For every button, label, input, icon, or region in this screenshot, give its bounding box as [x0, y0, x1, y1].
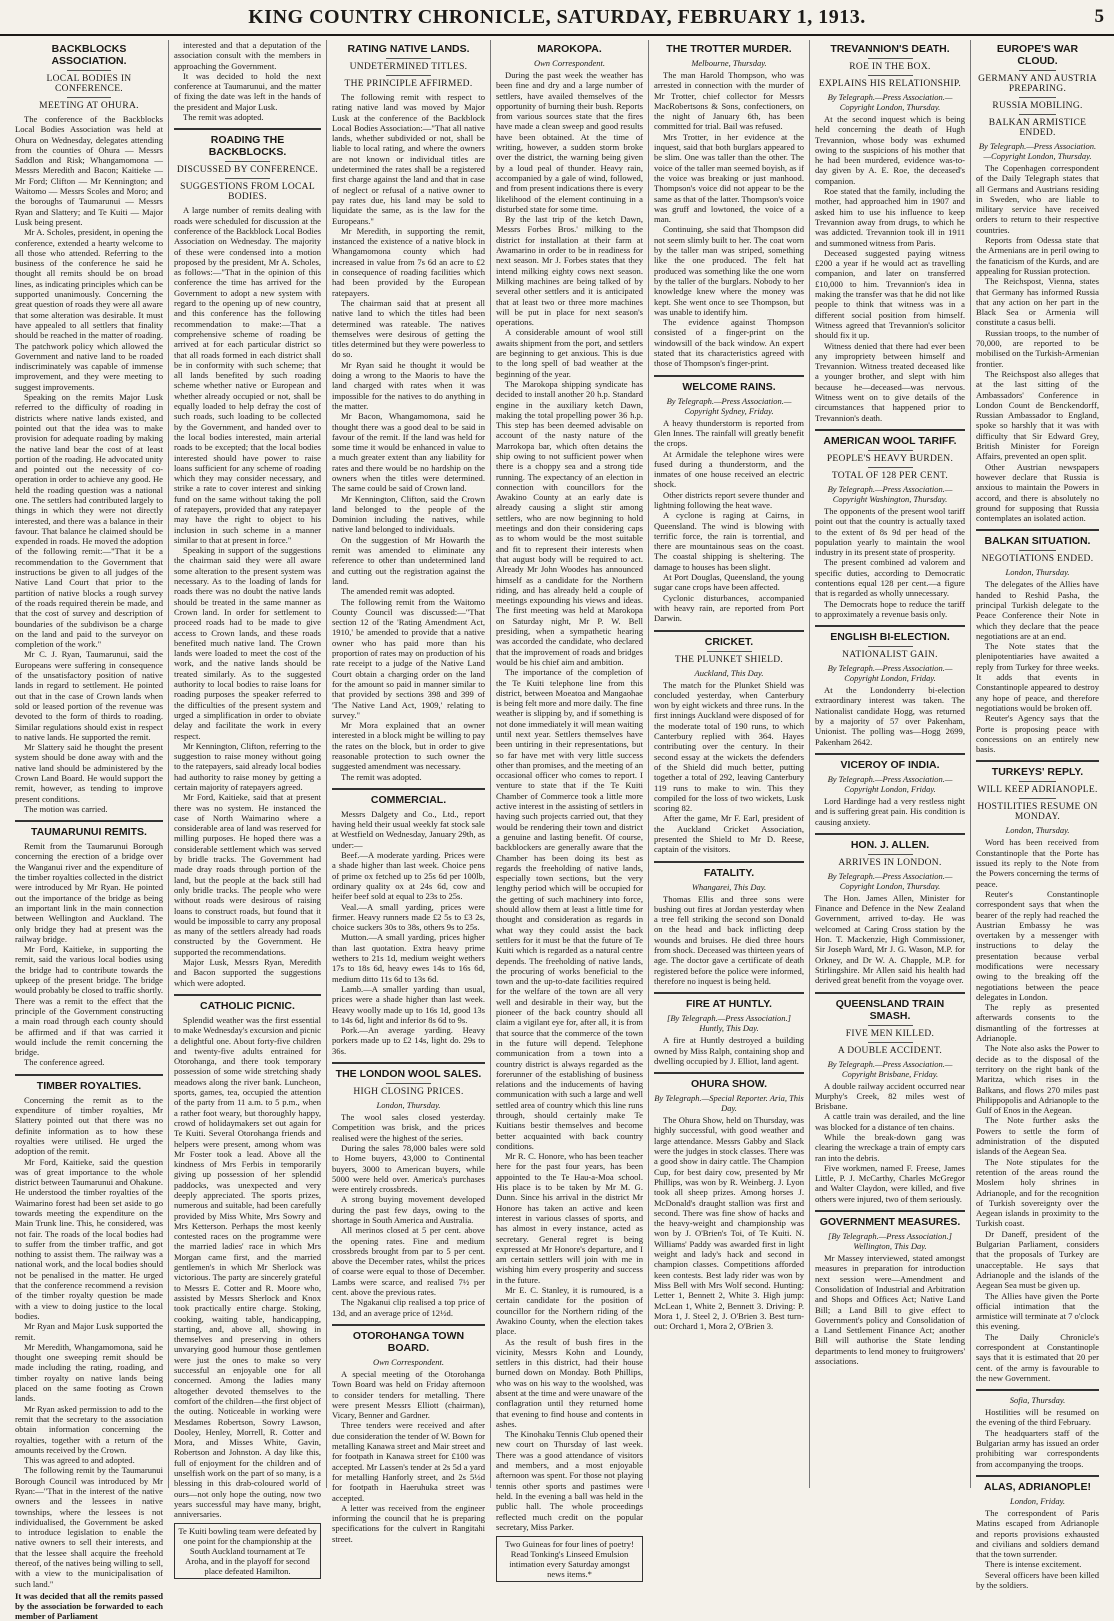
article-headline: THE TROTTER MURDER.	[666, 43, 792, 55]
article-dateline: By Telegraph.—Press Association.—Copyright London, Thursday.	[978, 141, 1097, 161]
article-subheading: DISCUSSED BY CONFERENCE.	[176, 165, 319, 176]
divider	[67, 70, 111, 71]
article-paragraph: Mutton.—A small yarding, prices higher than last quotation. Extra heavy prime wethers to 21s 1d, medium weight wethers 17s to 18s 6d, heavy ewes 14s to 16s 6d, medium ditto 11s 6d to 13s 6d.	[332, 932, 485, 984]
article	[976, 43, 1099, 523]
article-body	[174, 1015, 321, 1520]
article-paragraph: The Reichspost also alleges that at the last sitting of the Ambassadors' Conference in London Count de Benckendorff, Russian Ambassador to England, spoke so harshly that it was with difficulty that Sir Edward Grey, British Minister for Foreign Affairs, prevented an open split.	[976, 368, 1099, 462]
article-paragraph: At Port Douglas, Queensland, the young sugar cane crops have been affected.	[654, 572, 804, 593]
article-paragraph: Major Lusk, Messrs Ryan, Meredith and Bacon supported the suggestions which were adopted.	[174, 957, 321, 988]
column-5	[648, 40, 809, 1488]
article	[815, 839, 965, 986]
article-paragraph: The wool sales closed yesterday. Competition was brisk, and the prices realised were the highest of the series.	[332, 1112, 485, 1143]
article	[654, 1078, 804, 1331]
article-paragraph: The conference agreed.	[24, 1057, 105, 1068]
article-body	[15, 1095, 163, 1589]
boxed-notice: Two Guineas for four lines of poetry! Read Tonking's Linseed Emulsion intimation every Saturday amongst news items.*	[496, 1536, 643, 1582]
article-body	[654, 1035, 804, 1066]
article-paragraph: The match for the Plunket Shield was concluded yesterday, when Canterbury won by eight wickets and three runs. In the first innings Auckland were disposed of for the moderate total of 190 runs, to which Canterbury replied with 364. Hayes contributing over the century. In their second essay at the wickets the defenders of the Shield did much better, putting together a total of 292, leaving Canterbury 119 runs to make to win. This they compiled for the loss of two wickets, Lusk scoring 82.	[654, 679, 804, 814]
article-dateline: London, Thursday.	[376, 1100, 441, 1111]
article-dateline: By Telegraph.—Press Association.—Copyright Sydney, Friday.	[666, 395, 792, 416]
article-dateline: Melbourne, Thursday.	[691, 58, 767, 68]
article-separator	[15, 1074, 163, 1076]
article	[654, 636, 804, 855]
article-paragraph: Mr Mora explained that an owner interested in a block might be willing to pay the rates on the block, but in order to give reasonable protection to such owner the suggested amendment was necessary.	[332, 720, 485, 772]
article	[654, 381, 804, 624]
article-paragraph: Veal.—A small yarding, prices were firmer. Heavy runners made £2 5s to £3 2s, choice suckers 30s to 38s, others 9s to 25s.	[332, 901, 485, 933]
article	[15, 43, 163, 814]
article-paragraph: The Ngakanui clip realised a top price of 13d, and an average price of 12½d.	[332, 1297, 485, 1318]
article-paragraph: A considerable amount of wool still awaits shipment from the port, and settlers are beginning to get anxious. This is due to the long spell of bad weather at the beginning of the year.	[496, 327, 643, 379]
column-7	[970, 40, 1104, 1591]
article-body	[654, 418, 804, 624]
article-body	[976, 579, 1099, 754]
article-body	[815, 893, 965, 986]
article-paragraph: The chairman said that at present all native land to which the titles had been determined was rateable. The natives themselves were desirous of getting the titles determined but they were powerless to do so.	[332, 297, 485, 360]
article-headline: THE LONDON WOOL SALES.	[335, 1068, 482, 1081]
article	[15, 1080, 163, 1621]
article-body	[174, 205, 321, 988]
column-6	[809, 40, 970, 1488]
article-subheading: TOTAL OF 128 PER CENT.	[831, 470, 949, 481]
article-body	[815, 685, 965, 747]
article-paragraph: Word has been received from Constantinople that the Porte has issued its reply to the Note from the Powers concerning the terms of peace.	[976, 837, 1099, 889]
divider	[868, 450, 913, 451]
article-body	[15, 114, 163, 814]
article-subheading: ARRIVES IN LONDON.	[838, 857, 942, 868]
article	[332, 1330, 485, 1544]
article-headline: OHURA SHOW.	[690, 1078, 768, 1091]
divider	[868, 854, 913, 855]
article-paragraph: Mr Kennington, Clifton, said the Crown land belonged to the people of the Dominion including the natives, while native land belonged to individuals.	[332, 493, 485, 535]
article-paragraph: While the break-down gang was clearing the wreckage a train of empty cars ran into the debris.	[815, 1132, 965, 1163]
article-paragraph: The Allies have given the Porte official intimation that the armistice will terminate at 7 o'clock this evening.	[976, 1290, 1100, 1332]
article-paragraph: Roe stated that the family, including the mother, had approached him in 1907 and asked him to use his influence to keep Trevannion away from drugs, to which he was addicted. Trevannion took ill in 1911 and summoned witness from Paris.	[815, 186, 965, 248]
article-paragraph: The following remit from the Waitomo County Council was discussed:—"That section 12 of the 'Rating Amendment Act, 1910,' be amended to provide that a native owner who has paid more than his proportion of rates may on production of his rate receipt to a judge of the Native Land Court obtain a charging order on the land for the amount so paid in manner similar to that provided by sections 398 and 399 of 'The Native Land Act, 1909,' relating to survey."	[332, 596, 485, 720]
article-paragraph: Reports from Odessa state that the Armenians are in peril owing to the fanaticism of the Kurds, and are appealing for Russian protection.	[976, 235, 1099, 276]
article-subheading: BALKAN ARMISTICE ENDED.	[988, 118, 1087, 138]
article-paragraph: During the past week the weather has been fine and dry and a large number of settlers, have availed themselves of the opportunity of burning their bush. Reports from various sources state that the fires have made a clean sweep and good results have been obtained. At the time of writing, however, a sudden storm broke over the district, the warning being given by a loud peal of thunder. Heavy rain, accompanied by a gale of wind, followed, and from present indications there is every likelihood of the element continuing in a disturbed state for some time.	[496, 70, 643, 214]
article-dateline: By Telegraph.—Press Association.—Copyright London, Friday.	[827, 663, 953, 684]
article-paragraph: The man Harold Thompson, who was arrested in connection with the murder of Mr Trotter, chief collector for Messrs MacRobertsons & Sons, confectioners, on the night of January 6th, has been committed for trial. Bail was refused.	[654, 70, 804, 132]
divider	[1019, 97, 1056, 98]
article-paragraph: Speaking in support of the suggestions the chairman said they were all aware some alteration to the present system was necessary. As to the loading of lands for roads there was no doubt the native lands should be treated in the same manner as Crown land. In order for settlement to proceed roads had to be made to give access to Crown lands, and these roads benefited much native land. The Crown lands were loaded to meet the cost of the work, and the native lands should be treated similarly. As to the suggested authority to local bodies to raise loans for roading purposes the speaker referred to the difficulties of the present system and urged a simplification in order to obviate delay and facilitate the work in every respect.	[174, 545, 321, 741]
article-paragraph: A cattle train was derailed, and the line was blocked for a distance of ten chains.	[815, 1111, 965, 1132]
article-separator	[815, 992, 965, 994]
masthead	[0, 6, 1114, 36]
article-paragraph: A fire at Huntly destroyed a building owned by Miss Ralph, containing shop and dwelling occupied by J. Elliot, land agent.	[654, 1035, 804, 1066]
article-paragraph: Mr Ford, Kaitieke, said the question was of great importance to the whole district between Taumarunui and Ohakune. He understood the timber royalties of the Waimarino forest had been set aside to go towards meeting the expenditure on the Main Trunk line. This, he considered, was not fair. The roads of the local bodies had to suffer from the timber traffic, and got nothing to assist them. The railway was a national work, and the local bodies should not be penalised in the matter. He urged that the conference recommend a revision of the timber royalty question be made with a view to doing justice to the local bodies.	[15, 1156, 163, 1321]
divider	[1019, 798, 1056, 799]
article-dateline: London, Friday.	[1009, 1495, 1066, 1506]
divider	[225, 178, 269, 179]
article-body	[654, 70, 804, 369]
article-paragraph: Mr Meredith, in supporting the remit, instanced the existence of a native block in Whangamomona county which had increased in value from 7s 6d an acre to £2 in consequence of roading facilities which had been provided by the European ratepayers.	[332, 225, 485, 298]
article-paragraph: Several officers have been killed by the soldiers.	[976, 1569, 1099, 1591]
article	[976, 1481, 1099, 1590]
article-subheading: GERMANY AND AUSTRIA PREPARING.	[978, 74, 1097, 94]
article-body	[815, 796, 965, 827]
article-paragraph: Speaking on the remits Major Lusk referred to the difficulty of roading in districts where native lands existed, and pointed out that the idea was to make provision for adequate roading by making the native land bear the cost of at least portion of the roading. He advocated unity and pointed out the necessity of co-operation in order to achieve any good. He held the roading question was a national one. The settlers had contributed largely to things in which they were not directly interested, and there was a balance in their favour. That balance he claimed should be expended in roads. He moved the adoption of the following remit:—"That it be a recommendation to the Government that instructions be given to all judges of the Native Land Court that prior to the partition of native blocks a rough survey of the roads required therein be made, and that the cost of survey and description of boundaries of the subdivison be a charge on the land and paid to the surveyor on completion of the work."	[15, 392, 163, 650]
article-paragraph: The Note states that the plenipotentiaries have awaited a reply from Turkey for three weeks. It adds that events in Constantinople appeared to destroy any hope of peace, and therefore negotiations would be broken off.	[976, 641, 1099, 713]
article-subheading: THE PLUNKET SHIELD.	[674, 654, 784, 665]
article-headline: CATHOLIC PICNIC.	[200, 999, 295, 1012]
article-headline: CRICKET.	[704, 635, 754, 648]
article-headline: OTOROHANGA TOWN BOARD.	[352, 1329, 465, 1354]
article-paragraph: Mr Kennington, Clifton, referring to the suggestion to raise money without going to the ratepayers, said already local bodies had authority to raise money by getting a certain majority of ratepayers agreed.	[174, 740, 321, 792]
article-separator	[976, 529, 1099, 531]
article-paragraph: It was decided to hold the next conference at Taumarunui, and the matter of fixing the date was left in the hands of the president and Major Lusk.	[174, 70, 321, 112]
article-headline: HON. J. ALLEN.	[850, 838, 930, 851]
article-headline: COMMERCIAL.	[370, 793, 447, 806]
article	[654, 998, 804, 1066]
article-paragraph: Mr Ford, Kaitieke, said that at present there was no system. He instanced the case of North Waimarino where a considerable area of land was reserved for milling purposes. He hoped there was a considerable settlement which was served by bridle tracks. The Government had made dray roads through portion of the land, but the people at the back still had only bridle tracks. The people who were without roads were desirous of raising loans to construct roads, but found that it would be impossible to carry any proposal as many of the settlers already had roads constructed by the Government. He supported the recommendations.	[174, 792, 321, 957]
article-paragraph: The present combined ad valorem and specific duties, according to Democratic contentions equal 128 per cent.—a figure that is regarded as wholly unnecessary.	[815, 557, 965, 599]
article-dateline: By Telegraph.—Press Association.—Copyright London, Thursday.	[827, 870, 953, 891]
article-paragraph: After the game, Mr F. Earl, president of the Auckland Cricket Association, presented the Shield to Mr D. Reese, captain of the visitors.	[654, 813, 804, 855]
article-subheading: WILL KEEP ADRIANOPLE.	[977, 785, 1098, 796]
article-paragraph: Russian troops, to the number of 70,000, are reported to be mobilised on the Turkish-Armenian frontier.	[976, 327, 1099, 369]
article-headline: RATING NATIVE LANDS.	[347, 43, 470, 55]
column-3	[326, 40, 490, 1544]
article-separator	[976, 1389, 1099, 1391]
article-dateline: Auckland, This Day.	[694, 667, 764, 678]
article	[496, 43, 643, 1582]
article-dateline: [By Telegraph.—Press Association.] Huntly, This Day.	[667, 1013, 791, 1034]
article-dateline: London, Thursday.	[1005, 567, 1070, 578]
article-body	[815, 114, 965, 423]
column-1	[10, 40, 168, 1621]
article-paragraph: Reuter's Agency says that the Porte is proposing peace with concessions on an entirely new basis.	[976, 713, 1099, 755]
article-body	[815, 1081, 965, 1205]
article-paragraph: Hostilities will be resumed on the evening of the third February.	[976, 1407, 1099, 1428]
article	[174, 40, 321, 122]
article	[976, 1395, 1099, 1469]
article-paragraph: Mr Slattery said he thought the present system should be done away with and the native land should be administered by the Crown Land Board. He would support the remit, however, as tending to improve present conditions.	[15, 742, 163, 804]
article	[15, 826, 163, 1068]
article-paragraph: The remit was adopted.	[183, 112, 264, 123]
article-headline: BACKBLOCKS ASSOCIATION.	[51, 43, 127, 67]
article-paragraph: Lamb.—A smaller yarding than usual, prices were a shade higher than last week. Heavy woolly made up to 16s 1d, good 13s to 14s 6d, light and inferior 8s 6d to 9s.	[332, 983, 485, 1025]
article-headline: FIRE AT HUNTLY.	[686, 998, 772, 1011]
article-paragraph: At the second inquest which is being held concerning the death of Hugh Trevannion, whose body was exhumed owing to the suspicions of his mother that he had been murdered, evidence was-to-day given by A. E. Roe, the deceased's companion.	[815, 114, 965, 186]
article-body	[654, 680, 804, 855]
article-separator	[815, 429, 965, 431]
article	[815, 631, 965, 747]
article-paragraph: Witness denied that there had ever been any impropriety between himself and Trevannion. Witness treated deceased like a younger brother, and slept with him because he—deceased—was nervous. Witness went on to give details of the circumstances that happened prior to Trevannion's death.	[815, 340, 965, 423]
article-paragraph: This was agreed to and adopted.	[24, 1455, 135, 1466]
article-body	[976, 163, 1099, 523]
article	[815, 1216, 965, 1366]
article-separator	[654, 1072, 804, 1074]
article-dateline: London, Thursday.	[1005, 825, 1070, 836]
article-paragraph: By the last trip of the ketch Dawn, Messrs Forbes Bros.' milking to the district for installation at their farm at Awamarino in order to be in readiness for next season. Mr J. Forbes states that they intend milking eighty cows next season. Milking machines are being talked of by several other settlers and it is anticipated that at least two or three more machines will be put in place for next season's operations.	[496, 214, 643, 328]
article-headline: VICEROY OF INDIA.	[840, 758, 940, 771]
divider	[868, 58, 913, 59]
article-paragraph: A double railway accident occurred near Murphy's Creek, 82 miles west of Brisbane.	[815, 1080, 965, 1112]
article-body	[815, 506, 965, 619]
article-paragraph: The amended remit was adopted.	[341, 586, 455, 597]
article-headline: GOVERNMENT MEASURES.	[819, 1216, 961, 1229]
divider	[868, 75, 913, 76]
article-paragraph: The correspondent of Paris Matins escaped from Adrianople and reports provisions exhausted and civilians and soldiers demand that the town surrender.	[976, 1507, 1099, 1560]
article-paragraph: Mr E. C. Stanley, it is rumoured, is a certain candidate for the position of councillor for the Northern riding of the Awakino County, when the election takes place.	[496, 1285, 643, 1337]
article-body	[815, 1253, 965, 1366]
article-headline: QUEENSLAND TRAIN SMASH.	[835, 997, 945, 1022]
article-paragraph: Concerning the remit as to the expenditure of timber royalties, Mr Slattery pointed out that there was no definite information as to how these royalties were utilised. He urged the adoption of the remit.	[15, 1094, 163, 1157]
article-paragraph: All merinos closed at 5 per cent. above the opening rates. Fine and medium crossbreds brought from par to 5 per cent. above the December rates, whilst the prices of coarse were equal to those of December. Lambs were scarce, and realised 7½ per cent. above the previous rates.	[332, 1225, 485, 1298]
article-paragraph: Mr Bacon, Whangamomona, said he thought there was a good deal to be said in favour of the remit. If the land was held for some time it would be enhanced in value to a much greater extent than any liability for rates and there would be no hardship on the owners when the titles were determined. The same could be said of Crown land.	[332, 411, 485, 494]
article-subheading: PEOPLE'S HEAVY BURDEN.	[826, 453, 954, 464]
article-paragraph: The opponents of the present wool tariff point out that the country is actually taxed to the extent of 8s 9d per head of the population yearly to maintain the wool industry in its present state of prosperity.	[815, 505, 965, 558]
article-paragraph: The Reichspost, Vienna, states that Germany has informed Russia that any action on her part in the Black Sea or Armenia will constitute a casus belli.	[976, 276, 1099, 328]
article-paragraph: Beef.—A moderate yarding. Prices were a shade higher than last week. Choice pens of prime ox fetched up to 25s 6d per 100lb, ordinary quality ox at 24s 6d, cow and heifer beef sold at equal to 23s to 25s.	[332, 850, 485, 902]
article-paragraph: A large number of remits dealing with roads were scheduled for discussion at the conference of the Backblock Local Bodies Association on Wednesday. The majority of these were condensed into a motion proposed by the president, Mr A. Scholes, as follows:—"That in the opinion of this conference the time has arrived for the Government to adopt a new system with regard to the opening up of new country, and this conference has the following recommendation to make:—That a comprehensive scheme of roading be arrived at for each particular district so that all roads formed in each district shall be in conformity with such scheme; that all lands benefited by such roading scheme whether native or European and whether already occupied or not, shall be equally loaded to help defray the cost of such roads, such loading to be collected by the Government, and handed over to the local bodies interested, main arterial roads to be excepted; that the local bodies interested should have power to raise loans sufficient for any scheme of roading which they may consider necessary, and strike a rate to cover interest and sinking fund on the same without taking the poll of ratepayers, provided that any ratepayer may have the right to object to his inclusion in such scheme in a manner similar to that at present in force."	[174, 205, 321, 545]
article-subheading: HIGH CLOSING PRICES.	[353, 1087, 464, 1098]
divider	[386, 58, 432, 59]
article-body	[332, 92, 485, 782]
article-separator	[15, 820, 163, 822]
divider	[225, 161, 269, 162]
divider	[707, 651, 752, 652]
article-body	[976, 837, 1099, 1383]
article-subheading: A DOUBLE ACCIDENT.	[837, 1045, 943, 1056]
newspaper-title: KING COUNTRY CHRONICLE, SATURDAY, FEBRUARY 1, 1913.	[248, 6, 866, 28]
article	[815, 43, 965, 423]
article-paragraph: Mr Ryan asked permission to add to the remit that the secretary to the association obtain information concerning the royalties, together with a return of the amounts received by the Crown.	[15, 1403, 163, 1455]
article-dateline: By Telegraph.—Press Association.—Copyright London, Thursday.	[827, 92, 953, 112]
article-subheading: MEETING AT OHURA.	[39, 101, 139, 111]
article-paragraph: Mr Massey interviewed, stated amongst measures in preparation for introduction next session were—Amendment and Consolidation of Industrial and Arbitration and Shops and Offices Act; Native Land Bill; a Land Bill to give effect to Government's policy and Consolidation of a Land Settlement Finance Act; another Bill will authorise the State lending departments to lend money to fruitgrowers' associations.	[815, 1253, 965, 1367]
article-paragraph: Deceased suggested paying witness £200 a year if he would act as travelling companion, and later on transferred £10,000 to him. Trevannion's idea in making the transfer was that he did not like people to think that witness was in a different social position from himself. Witness agreed that Trevannion's solicitor should fix it up.	[815, 247, 965, 341]
article-dateline: Own Correspondent.	[373, 1356, 444, 1367]
article-paragraph: Mrs Trotter, in her evidence at the inquest, said that both burglars appeared to be slim. One was taller than the other. The voice of the taller man seemed boyish, as if the voice was breaking or just manhood. Thompson's voice did not appear to be the same as that of the latter. Thompson's voice was gruff and lowtoned, the voice of a man.	[654, 131, 804, 225]
article-paragraph: Three tenders were received and after due consideration the tender of W. Bown for metalling Kanawa street and Mair street and for footpath in Kanawa street for £100 was accepted. Mr Lassen's tender at 2s 5d a yard for metalling Hanforly street, and 2s 5½d for footpath in Haeruhuka street was accepted.	[332, 1420, 485, 1503]
article	[815, 998, 965, 1205]
article-dateline: By Telegraph.—Press Association.—Copyright London, Friday.	[827, 773, 953, 794]
article-headline: BALKAN SITUATION.	[984, 535, 1091, 548]
article-headline: TAUMARUNUI REMITS.	[31, 826, 147, 839]
article-subheading: SUGGESTIONS FROM LOCAL BODIES.	[180, 182, 315, 203]
article-paragraph: The Hon. James Allen, Minister for Finance and Defence in the New Zealand Government, arrived to-day. He was welcomed at Caring Cross station by the Hon. T. Mackenzie, High Commissioner, Sir Joseph Ward, Mr J. G. Wason, M.P. for Orkney, and Dr W. A. Chapple, M.P. for Stirlingshire. Mr Allen said his health had derived great benefit from the voyage over.	[815, 892, 965, 986]
article-paragraph: The importance of the completion of the Te Kuiti telephone line from this district, between Moeatoa and Mangaohae is being felt more and more daily. The fine weather is slipping by, and if something is not done immediately it will mean waiting until next year. Settlers themselves have been untiring in their representations, but so far have met with very little success other than promises, and the meeting of an occasional officer who comes to report. I venture to state that if the Te Kuiti Chamber of Commerce took a little more active interest in the assisting of settlers in having such projects carried out, that they would be rendering their town and district a genuine and lasting benefit. Of course, backblockers are generally aware that the Chamber has been doing its best as regards the freeholding of native lands, especially town sections, but the very lengthy period which will be occupied for the getting of such machinery into force, should allow them at least a little time for thought and consideration as regards in what way they could assist the back settlers for it must be that the future of Te Kuiti which is regarded as a natural centre depends. The freeholding of native lands, the procuring of works beneficial to the town and the up-to-date facilities required for the welfare of the town are all very well and desirable in their way, but the pioneer of the back country should all claim a vigilant eye for, after all, it is from that source that the commerce of the town in the future will depend. Telephone communication from a town into a country district is always regarded as the forerunner of the establishing of business relations and the inducements of having communication with such a large and well settled area of country which this line runs through, should certainly make Te Kuitians bestir themselves and become better acquainted with back country conditions.	[496, 667, 643, 1151]
divider	[868, 467, 913, 468]
article-separator	[976, 760, 1099, 762]
article-separator	[332, 788, 485, 790]
divider	[1019, 70, 1056, 71]
article-separator	[654, 630, 804, 632]
article-paragraph: As the result of bush fires in the vicinity, Messrs Kohn and Loundy, settlers in this district, had their house burned down on Monday. Both Phillips, who was on his way to the woolshed, was absent at the time and were unaware of the conflagration until they returned home that evening to find house and contents in ashes.	[496, 1336, 643, 1429]
article-paragraph: Pork.—An average yarding. Heavy porkers made up to £2 14s, light do. 29s to 36s.	[332, 1025, 485, 1056]
article-paragraph: Five workmen, named F. Freese, James Little, P. J. McCarthy, Charles McGregor and Walter Claydon, were killed, and five others were injured, two of them seriously.	[815, 1162, 965, 1204]
divider	[1019, 114, 1056, 115]
article-separator	[654, 375, 804, 377]
article-separator	[815, 1210, 965, 1212]
article-body	[976, 1407, 1099, 1469]
article-paragraph: The following remit by the Taumarunui Borough Council was introduced by Mr Ryan:—"That in the interest of the native owners and the lessees in native townships, where the lessees is not individualised, the Government be asked to introduce legislation to enable the native owners to sell their interests, and that the lessee shall acquire the freehold thereof, of the natives being willing to sell, with a view to the municipalisation of such land."	[15, 1465, 163, 1589]
article	[976, 766, 1099, 1383]
article-separator	[174, 994, 321, 996]
article-headline: FATALITY.	[703, 866, 755, 879]
article-paragraph: The reply as presented afterwards consents to the dismantling of the fortresses at Adrianople.	[976, 1002, 1099, 1044]
article-headline: WELCOME RAINS.	[682, 380, 776, 393]
article-paragraph: interested and that a deputation of the association consult with the members in approaching the Government.	[174, 40, 321, 71]
article-separator	[332, 1062, 485, 1064]
article-paragraph: Mr C. J. Ryan, Taumarunui, said the Europeans were suffering in consequence of the unsatisfactory position of native lands in regard to settlement. He pointed out that in the case of Crown lands when sold or leased portion of the revenue was devoted to the form of thirds to roading. Similar regulations should exist in respect to native lands. He supported the remit.	[15, 649, 163, 742]
article	[332, 794, 485, 1056]
article-subheading: NEGOTIATIONS ENDED.	[981, 554, 1094, 565]
article-paragraph: At the Londonderry bi-election extraordinary interest was taken. The Nationalist candidate Hogg, was returned by a majority of 57 over Pakenham, Unionist. The polling was—Hogg 2699, Pakenham 2642.	[815, 685, 965, 747]
article-paragraph: Mr Meredith, Whangamomona, said he thought one sweeping remit should be made including the rating, roading, and timber royalty on native lands being placed on the same footing as Crown lands.	[15, 1341, 163, 1404]
article-subheading: HOSTILITIES RESUME ON MONDAY.	[977, 802, 1098, 823]
article-body	[332, 1369, 485, 1544]
article-paragraph: A letter was received from the engineer informing the council that he is preparing specifications for the culvert in Rangitahi street.	[332, 1502, 485, 1544]
article-separator	[815, 625, 965, 627]
article-headline: ROADING THE BACKBLOCKS.	[208, 134, 287, 159]
article-paragraph: A special meeting of the Otorohanga Town Board was held on Friday afternoon to consider tenders for metalling. There were present Messrs Elliott (chairman), Vicary, Benner and Gardner.	[332, 1368, 485, 1421]
article-headline: TIMBER ROYALTIES.	[36, 1079, 142, 1092]
article-paragraph: Cyclonic disturbances, accompanied with heavy rain, are reported from Port Darwin.	[654, 592, 804, 624]
article-separator	[654, 992, 804, 994]
article-body	[976, 1508, 1099, 1590]
article-paragraph: Lord Hardinge had a very restless night and is suffering great pain. His condition is causing anxiety.	[815, 795, 965, 827]
article-separator	[815, 833, 965, 835]
article-body	[654, 1115, 804, 1331]
article-paragraph: The remit was adopted.	[341, 771, 422, 782]
article-paragraph: Mr A. Scholes, president, in opening the conference, extended a hearty welcome to all those who attended. Referring to the business of the conference he said he thought all remits should be on broad lines, as indicating principles which can be supported unanimously. Concerning the great question of roads they were all aware that some alteration was desirable. It must have appealed to all settlers that finality should be reached in the matter of roading. The patchwork policy which allowed the Government and native land to be roaded indiscriminately was capable of immense improvement, and they were meeting to suggest improvements.	[15, 227, 163, 392]
closing-paragraph: It was decided that all the remits passed by the association be forwarded to each member of Parliament	[15, 1590, 163, 1621]
article-body	[174, 40, 321, 122]
article	[174, 134, 321, 988]
article-paragraph: During the sales 78,000 bales were sold to Home buyers, 43,000 to Continental buyers, 3000 to American buyers, while 5000 were held over. America's purchases were entirely crossbreds.	[332, 1142, 485, 1195]
article-paragraph: The delegates of the Allies have handed to Reshid Pasha, the principal Turkish delegate to the Peace Conference their Note in which they declare that the peace negotiations are at an end.	[976, 579, 1099, 641]
article-paragraph: The evidence against Thompson consisted of a finger-print on the windowsill of the back window. An expert stated that its characteristics agreed with those of Thompson's finger-print.	[654, 317, 804, 369]
article-paragraph: Continuing, she said that Thompson did not seem slimly built to her. The coat worn by the taller man was striped, something like the one produced. The felt hat produced was something like the one worn by the taller of the burglars. Nobody to her knowledge knew where the money was kept. She went once to see Thompson, but was unable to identify him.	[654, 224, 804, 317]
article-dateline: By Telegraph.—Press Association.—Copyright Washington, Thursday.	[827, 483, 953, 504]
article-separator	[976, 1475, 1099, 1477]
article-subheading: FIVE MEN KILLED.	[845, 1028, 935, 1039]
article-headline: EUROPE'S WAR CLOUD.	[996, 43, 1079, 67]
article-separator	[654, 861, 804, 863]
article-headline: ENGLISH BI-ELECTION.	[830, 631, 950, 644]
article-paragraph: A cyclone is raging at Cairns, in Queensland. The wind is blowing with terrific force, the rain is torrential, and there are mountainous seas on the coast. The coastal shipping is sheltering. The damage to houses has been slight.	[654, 510, 804, 572]
article-headline: MAROKOPA.	[537, 43, 602, 55]
article-body	[332, 1112, 485, 1318]
article-paragraph: The Note stipulates for the retention of the areas round the Moslem holy shrines in Adrianople, and for the recognition of Turkish sovereignty over the Aegean islands in proximity to the Turkish coast.	[976, 1156, 1099, 1229]
article-paragraph: The headquarters staff of the Bulgarian army has issued an order prohibiting war correspondents from accompanying the troops.	[976, 1427, 1099, 1469]
article-paragraph: A strong buying movement developed during the past few days, owing to the shortage in South America and Australia.	[332, 1194, 485, 1225]
article-paragraph: The Note further asks the Powers to settle the form of administration of the disputed islands of the Aegean Sea.	[976, 1115, 1099, 1157]
article-paragraph: Other districts report severe thunder and lightning following the heat wave.	[654, 489, 804, 510]
article-body	[654, 894, 804, 987]
article-headline: TREVANNION'S DEATH.	[830, 43, 950, 55]
article-headline: ALAS, ADRIANOPLE!	[984, 1480, 1091, 1493]
article-separator	[332, 1324, 485, 1326]
article-paragraph: At Armidale the telephone wires were fused during a thunderstorm, and the inmates of one house received an electric shock.	[654, 448, 804, 490]
article-paragraph: There is intense excitement.	[985, 1559, 1082, 1570]
article	[174, 1000, 321, 1580]
article-dateline: [By Telegraph.—Press Association.] Wellington, This Day.	[828, 1231, 952, 1252]
article-paragraph: Splendid weather was the first essential to make Wednesday's excursion and picnic a delightful one. About forty-five children and twenty-five adults entrained for Otorohanga, and there took temporary possession of some wide stretching shady meadows along the river bank. Luncheon, sports, games, tea, occupied the attention of the party from 11 a.m. to 5 p.m., when a rather foot weary, but thoroughly happy, crowd of holidaymakers set out again for Te Kuiti. Several Otorohanga friends and helpers were present, among whom was Mr Foster took a lead. Above all the kindness of Mrs Ferbis in temporarily giving up possession of her splendid paddocks, was unexpected and very deeply appreciated. The sports prizes, numerous and suitable, had been carefully provided by Miss White, Mrs Sowry and Mrs Ketterson. Perhaps the most keenly contested races on the programme were the married ladies' race in which Mrs Morgan came first, and the married gentlemen's in which Mr Sherlock was victorious. The party are sincerely grateful to Messrs E. Cotter and R. Moore who, assisted by Messrs Sherlock and Knox took practically entire charge. Stoking, cooking, waiting table, handicapping, starting, and, above all, showing in themselves and preserving in others unvarying good humour those gentlemen were just the ones to make so very successful an enjoyable one for all concerned. Among the ladies many altogether devoted themselves to the comfort of the children—the first object of the outing. Noticeable in working were Mesdames Robertson, Sowry Lawson, Dooley, Henley, Morrell, R. Cotter and Mora, and Misses White, Gavin, Robertson and Johnston. A day like this, full of enjoyment for the children and of unselfish work on the part of so many, is a blessing in this drab-coloured world of ours—not only hope the outing, now two years successful may have many, bright, anniversaries.	[174, 1014, 322, 1520]
divider	[386, 1083, 432, 1084]
columns-area	[10, 40, 1104, 1621]
article	[332, 43, 485, 782]
article-paragraph: The following remit with respect to rating native land was moved by Major Lusk at the conference of the Backblock Local Bodies Association:—"That all native lands, whether subdivided or not, shall be liable to local rating, and where the owners are not known or individual titles are undetermined the rates shall be a registered first charge against the land and that in case of neglect or refusal of a native owner to pay rates due, his land may be sold to liquidate the same, as is the law for the Europeans."	[332, 92, 485, 226]
article-dateline: Own Correspondent.	[534, 58, 605, 68]
article-paragraph: The Note also asks the Power to decide as to the disposal of the territory on the right bank of the Maritza, which rises in the Balkans, and flows 270 miles past Philippopolis and Adrianople to the Gulf of Enos in the Aegean.	[976, 1043, 1099, 1116]
article	[815, 759, 965, 827]
article-subheading: LOCAL BODIES IN CONFERENCE.	[46, 74, 132, 94]
article-separator	[815, 753, 965, 755]
article-paragraph: On the suggestion of Mr Howarth the remit was amended to eliminate any reference to other than undetermined land and cutting out the registration against the land.	[332, 534, 485, 586]
article	[654, 43, 804, 369]
article-subheading: RUSSIA MOBILING.	[992, 101, 1083, 111]
column-2	[168, 40, 326, 1577]
article-paragraph: The Copenhagen correspondent of the Daily Telegraph states that all Germans and Austrians residing in Sweden, who are liable to military service have received orders to return to their respective countries.	[976, 163, 1099, 235]
column-4	[490, 40, 648, 1580]
boxed-notice: Te Kuiti bowling team were defeated by one point for the championship at the South Auckland tournament at Te Aroha, and in the playoff for second place defeated Hamilton.	[174, 1523, 321, 1579]
article-body	[332, 809, 485, 1056]
article-subheading: NATIONALIST GAIN.	[842, 650, 938, 661]
article	[332, 1068, 485, 1318]
divider	[1019, 781, 1056, 782]
article	[654, 867, 804, 987]
article-paragraph: Dr Daneff, president of the Bulgarian Parliament, considers that the proposals of Turkey are unacceptable. He says that Adrianople and the islands of the Aegean Sea must be given up.	[976, 1228, 1099, 1291]
article-dateline: Sofia, Thursday.	[1009, 1395, 1066, 1406]
article-dateline: By Telegraph.—Press Association.—Copyright Brisbane, Friday.	[827, 1058, 953, 1079]
article-subheading: EXPLAINS HIS RELATIONSHIP.	[818, 79, 962, 89]
divider	[868, 1025, 913, 1026]
divider	[868, 1042, 913, 1043]
article-paragraph: Mr Ryan and Major Lusk supported the remit.	[15, 1321, 163, 1342]
article-subheading: UNDETERMINED TITLES.	[349, 62, 468, 72]
article-paragraph: Mr Ford, Kaitieke, in supporting the remit, said the various local bodies using the bridge had to contribute towards the upkeep of the present bridge. The bridge would probably be closed to traffic shortly. There was a remit to the effect that the principle of the Government constructing a main road through each county should be affirmed and if that was carried it would include the remit concerning the bridge.	[15, 944, 163, 1058]
article-headline: AMERICAN WOOL TARIFF.	[823, 434, 957, 447]
article-paragraph: The conference of the Backblocks Local Bodies Association was held at Ohura on Wednesday, delegates attending from the counties of Ohura — Messrs Saddlon and Risk; Whangamomona — Messrs Meredith and Bacon; Kaitieke — Mr Ford; Clifton — Mr Kennington; and Waitomo — Messrs Scoles and Moro; and the boroughs of Taumarunui — Messrs Ryan and Slattery; and Te Kuiti — Major Lusk being present.	[15, 114, 163, 227]
article-paragraph: Messrs Dalgety and Co., Ltd., report having held their usual weekly fat stock sale at Westfield on Wednesday, January 29th, as under:—	[332, 808, 485, 850]
article-paragraph: The Ohura Show, held on Thursday, was highly successful, with good weather and large attendance. Messrs Gabby and Slack were the judges in stock classes. There was a good show in dairy cattle. The Champion Cup, for best dairy cow, presented by Mr Phillips, was won by R. Weinberg. J. Lyon took all sheep prizes. Among horses J. McDonald's draught stallion was first and second. There was fine show of hacks and the heavy-weight and championship was won by J. O'Brien's Toi, of Te Kuiti. N. Williams' Paddy was awarded first in light weight and lady's hack and second in champion classes. Competitions afforded keen contests. Best lady rider was won by Miss Bell with Mrs Wolf second. Hunting: Letter 1, Bennett 2, White 3. High jump: McLean 1, White 2, Bennett 3. Driving: P. Mora 1, J. Steel 2, J. O'Brien 3. Best turn-out: Orchard 1, Mora 2, O'Brien 3.	[654, 1115, 804, 1332]
article-paragraph: Mr R. C. Honore, who has been teacher here for the past four years, has been appointed to the Te Hau-a-Moa school. His place is to be taken by Mr M. G. Dunn. Since his arrival in the district Mr Honore has taken an active and keen interest in various classes of sports, and has almost in every instance, acted as secretary. General regret is being expressed at Mr Honore's departure, and I am certain settlers will join with me in wishing him every prosperity and success in the future.	[496, 1151, 643, 1285]
article-body	[496, 70, 643, 1532]
article-dateline: By Telegraph.—Special Reporter. Aria, This Day.	[654, 1093, 804, 1114]
article-subheading: THE PRINCIPLE AFFIRMED.	[344, 79, 473, 89]
article-paragraph: The Marokopa shipping syndicate has decided to install another 20 h.p. Standard engine in the auxiliary ketch Dawn, making the total propelling power 36 h.p. This step has been deemed advisable on account of the nasty nature of the Marrokopa bar, which often detains the ship owing to not sufficient power when there is a choppy sea and a strong tide running. The expectancy of an election in connection with councillors for the Awakino County at an early date is already causing a slight stir among settlers, who are now beginning to hold meetings and don their considering caps as to whom would be the most suitable and fit to represent their interests when that august body will be required to act. Already Mr John Woodes has announced himself as a candidate for the Northern riding, and has already held a couple of meetings expounding his views and ideas. The first meeting was held at Marokopa on Saturday night, Mr P. W. Bell presiding, when a sympathetic hearing was accorded the candidate, who declared that the improvement of roads and bridges would be his chief aim and ambition.	[496, 378, 643, 667]
divider	[868, 646, 913, 647]
article-paragraph: The Democrats hope to reduce the tariff to approximately a revenue basis only.	[815, 598, 965, 619]
article-paragraph: Thomas Ellis and three sons were bushing out fires at Jordan yesterday when a tree fell striking the second son Donald on the head and back inflicting deep wounds and bruises. He died three hours from shock. Deceased was thirteen years of age. The doctor gave a certificate of death registered before the police were informed, therefore no inquest is being held.	[654, 893, 804, 986]
article-separator	[174, 128, 321, 130]
article-paragraph: The Daily Chronicle's correspondent at Constantinople says that it is estimated that 20 per cent. of the army is favourable to the new Government.	[976, 1331, 1099, 1383]
article-paragraph: Other Austrian newspapers however declare that Russia is anxious to maintain the Powers in accord, and there is absolutely no ground for supposing that Russia contemplates an isolated action.	[976, 461, 1099, 524]
divider	[386, 75, 432, 76]
article-paragraph: Mr Ryan said he thought it would be doing a wrong to the Maoris to have the land charged with rates when it was impossible for the natives to do anything in the matter.	[332, 359, 485, 411]
divider	[67, 97, 111, 98]
article	[815, 435, 965, 619]
article-headline: TURKEYS' REPLY.	[991, 766, 1084, 779]
article	[976, 535, 1099, 754]
article-paragraph: The motion was carried.	[24, 803, 108, 814]
article-paragraph: Remit from the Taumarunui Borough concerning the erection of a bridge over the Wanganui river and the expenditure of the timber royalties collected in the district were introduced by Mr Ryan. He pointed out the importance of the bridge as being an important link in the main connection between Wellington and Auckland. The only bridge they had at present was the railway bridge.	[15, 841, 163, 944]
article-paragraph: The Kinohaku Tennis Club opened their new court on Thursday of last week. There was a good attendance of visitors and members, and a most enjoyable afternoon was spent. For those not playing tennis other sports and pastimes were held. In the evening a ball was held in the public hall. The whole proceedings reflected much credit on the popular secretary, Miss Parker.	[496, 1429, 643, 1532]
article-paragraph: A heavy thunderstorm is reported from Glen Innes. The rainfall will greatly benefit the crops.	[654, 417, 804, 449]
article-body	[15, 841, 163, 1068]
divider	[1019, 550, 1056, 551]
article-subheading: ROE IN THE BOX.	[849, 62, 931, 72]
article-paragraph: Reuter's Constantinople correspondent says that when the bearer of the reply had reached the Austrian Embassy he was overtaken by a messenger with instructions to delay the presentation because verbal modifications were necessary owing to the breaking off the negotiations between the peace delegates in London.	[976, 888, 1099, 1002]
page-number: 5	[1094, 6, 1104, 27]
article-dateline: Whangarei, This Day.	[691, 881, 767, 892]
